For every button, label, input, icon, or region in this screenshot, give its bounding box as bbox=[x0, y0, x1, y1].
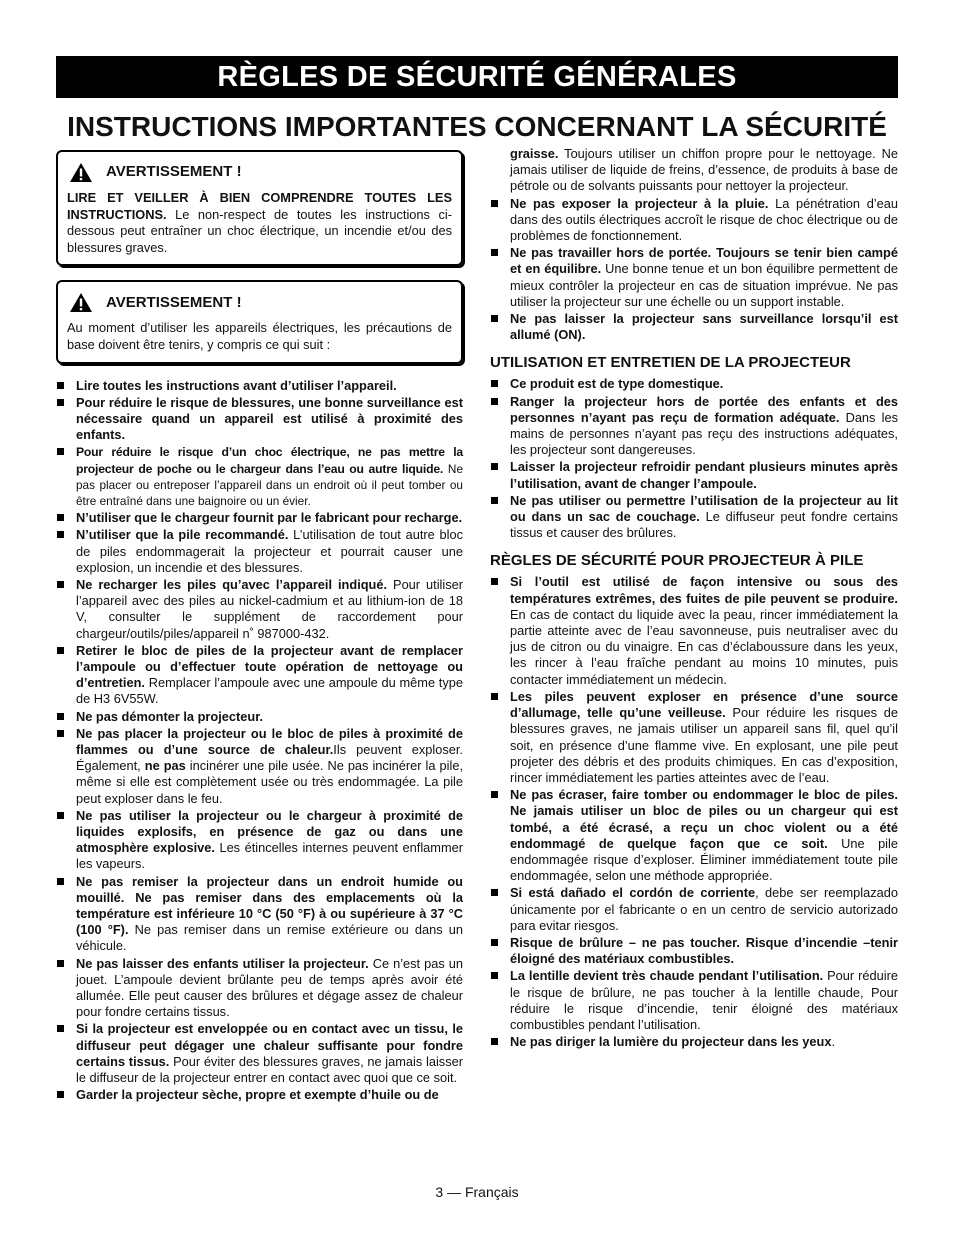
list-item: Lire toutes les instructions avant d’utiliser l’appareil. bbox=[56, 378, 463, 394]
list-item: Ne pas exposer la projecteur à la pluie. La pénétration d’eau dans des outils électriques accroît le risque de choc électrique ou de problèmes de fonctionnement. bbox=[490, 196, 898, 245]
list-item: Ne pas travailler hors de portée. Toujours se tenir bien campé et en équilibre. Une bonne tenue et un bon équilibre permettent de mieux contrôler la projecteur en cas de situation imprévue. Ne pas utiliser la projecteur sur une échelle ou un support instable. bbox=[490, 245, 898, 310]
list-item: Si l’outil est utilisé de façon intensive ou sous des températures extrêmes, des fuites de pile peuvent se produire. En cas de contact du liquide avec la peau, rincer immédiatement la partie atteinte avec de l’eau savonneuse, puis neutraliser avec du jus de citron ou du vinaigre. En cas d’éclaboussure dans les yeux, les rincer à l’eau fraîche pendant au moins 10 minutes, puis contacter immédiatement un médecin. bbox=[490, 574, 898, 687]
list-item: Les piles peuvent exploser en présence d’une source d’allumage, telle qu’une veilleuse. Pour réduire les risques de blessures graves, ne jamais utiliser un appareil sans fil, quel qu’il soit, en présence d’une flamme vive. En explosant, une pile peut projeter des débris et des produits chimiques. En cas d’exposition, rincer immédiatement les parties atteintes avec de l’eau. bbox=[490, 689, 898, 786]
list-item: Ne pas placer la projecteur ou le bloc de piles à proximité de flammes ou d’une source de chaleur.Ils peuvent exploser. Également, ne pas incinérer une pile usée. Ne pas incinérer la pile, même si elle est complètement usée ou très endommagée. La pile peut exploser dans le feu. bbox=[56, 726, 463, 807]
right-column bbox=[490, 146, 898, 1051]
warning-triangle-icon bbox=[69, 162, 93, 183]
list-item-continued: graisse. Toujours utiliser un chiffon propre pour le nettoyage. Ne jamais utiliser de liquide de freins, d’essence, de produits à base de pétrole ou de solvants puissants pour nettoyer la projecteur. bbox=[510, 146, 898, 194]
battery-rules-list bbox=[490, 574, 898, 1050]
safety-rules-list-continued bbox=[490, 196, 898, 344]
page-footer: 3 — Français bbox=[435, 1184, 519, 1200]
list-item: Ne pas démonter la projecteur. bbox=[56, 709, 463, 725]
usage-rules-list bbox=[490, 376, 898, 541]
warning-text: Au moment d’utiliser les appareils électriques, les précautions de base doivent être tenirs, y compris ce qui suit : bbox=[67, 320, 452, 352]
warning-title: AVERTISSEMENT ! bbox=[106, 163, 242, 181]
list-item: Retirer le bloc de piles de la projecteur avant de remplacer l’ampoule ou d’effectuer toute opération de nettoyage ou d’entretien. Remplacer l’ampoule avec une ampoule du même type de H3 6V55W. bbox=[56, 643, 463, 708]
list-item: N’utiliser que le chargeur fournit par le fabricant pour recharge. bbox=[56, 510, 463, 526]
page-banner-title: RÈGLES DE SÉCURITÉ GÉNÉRALES bbox=[56, 56, 898, 98]
list-item: Pour réduire le risque d’un choc électrique, ne pas mettre la projecteur de poche ou le chargeur dans l’eau ou autre liquide. Ne pas placer ou entreposer l’appareil dans un endroit où il peut tomber ou être entraîné dans une baignoire ou un évier. bbox=[56, 444, 463, 509]
warning-box-1 bbox=[56, 150, 463, 266]
list-item: Ne pas écraser, faire tomber ou endommager le bloc de piles. Ne jamais utiliser un bloc de piles ou un chargeur qui est tombé, a été écrasé, a reçu un choc violent ou a été endommagé de quelque façon que ce soit. Une pile endommagée risque d’exploser. Éliminer immédiatement toute pile endommagée, selon une méthode appropriée. bbox=[490, 787, 898, 884]
warning-box-2 bbox=[56, 280, 463, 363]
list-item: Si está dañado el cordón de corriente, debe ser reemplazado únicamente por el fabricante o en un centro de servicio autorizado para evitar riesgos. bbox=[490, 885, 898, 934]
list-item: N’utiliser que la pile recommandé. L’utilisation de tout autre bloc de piles endommagerait la projecteur et pourrait causer une explosion, un incendie et des blessures. bbox=[56, 527, 463, 576]
page-subtitle: INSTRUCTIONS IMPORTANTES CONCERNANT LA SÉCURITÉ bbox=[67, 111, 887, 142]
list-item: Ne pas laisser la projecteur sans surveillance lorsqu’il est allumé (ON). bbox=[490, 311, 898, 343]
list-item: Pour réduire le risque de blessures, une bonne surveillance est nécessaire quand un appareil est utilisé à proximité des enfants. bbox=[56, 395, 463, 444]
list-item: Si la projecteur est enveloppée ou en contact avec un tissu, le diffuseur peut dégager une chaleur suffisante pour fondre certains tissus. Pour éviter des blessures graves, ne jamais laisser le diffuseur de la projecteur entrer en contact avec quoi que ce soit. bbox=[56, 1021, 463, 1086]
list-item: Risque de brûlure – ne pas toucher. Risque d’incendie –tenir éloigné des matériaux combustibles. bbox=[490, 935, 898, 967]
list-item: Ranger la projecteur hors de portée des enfants et des personnes n’ayant pas reçu de formation adéquate. Dans les mains de personnes n’ayant pas reçu des instructions adéquates, les projecteur sont dangereuses. bbox=[490, 394, 898, 459]
list-item: Ce produit est de type domestique. bbox=[490, 376, 898, 392]
list-item: Ne recharger les piles qu’avec l’appareil indiqué. Pour utiliser l’appareil avec des piles au nickel-cadmium et au lithium-ion de 18 V, consulter le supplément de raccordement pour chargeur/outils/piles/appareil n˚ 987000-432. bbox=[56, 577, 463, 642]
safety-rules-list bbox=[56, 378, 463, 1104]
section-heading-battery: RÈGLES DE SÉCURITÉ POUR PROJECTEUR À PILE bbox=[490, 552, 864, 570]
list-item: Ne pas laisser des enfants utiliser la projecteur. Ce n’est pas un jouet. L’ampoule devient brûlante peu de temps après avoir été allumée. Elle peut causer des brûlures et dégage assez de chaleur pour fondre certains tissus. bbox=[56, 956, 463, 1021]
list-item: Ne pas utiliser la projecteur ou le chargeur à proximité de liquides explosifs, en présence de gaz ou dans une atmosphère explosive. Les étincelles internes peuvent enflammer les vapeurs. bbox=[56, 808, 463, 873]
list-item: Laisser la projecteur refroidir pendant plusieurs minutes après l’utilisation, avant de changer l’ampoule. bbox=[490, 459, 898, 491]
left-column bbox=[56, 150, 463, 1105]
warning-title: AVERTISSEMENT ! bbox=[106, 293, 242, 311]
section-heading-usage: UTILISATION ET ENTRETIEN DE LA PROJECTEUR bbox=[490, 354, 851, 372]
warning-text: LIRE ET VEILLER À BIEN COMPRENDRE TOUTES LES INSTRUCTIONS. Le non-respect de toutes les instructions ci-dessous peut entraîner un choc électrique, un incendie et/ou des blessures graves. bbox=[67, 190, 452, 255]
warning-triangle-icon bbox=[69, 292, 93, 313]
list-item: La lentille devient très chaude pendant l’utilisation. Pour réduire le risque de brûlure, ne pas toucher à la lentille chaude, Pour réduire le risque d’incendie, tenir éloigné des matériaux combustibles pendant l’utilisation. bbox=[490, 968, 898, 1033]
list-item: Ne pas remiser la projecteur dans un endroit humide ou mouillé. Ne pas remiser dans des emplacements où la température est inférieure 10 °C (50 °F) à ou supérieure à 37 °C (100 °F). Ne pas remiser dans un remise extérieure ou dans un véhicule. bbox=[56, 874, 463, 955]
list-item: Garder la projecteur sèche, propre et exempte d’huile ou de bbox=[56, 1087, 463, 1103]
list-item: Ne pas utiliser ou permettre l’utilisation de la projecteur au lit ou dans un sac de couchage. Le diffuseur peut fondre certains tissus et causer des brûlures. bbox=[490, 493, 898, 542]
list-item: Ne pas diriger la lumière du projecteur dans les yeux. bbox=[490, 1034, 898, 1050]
